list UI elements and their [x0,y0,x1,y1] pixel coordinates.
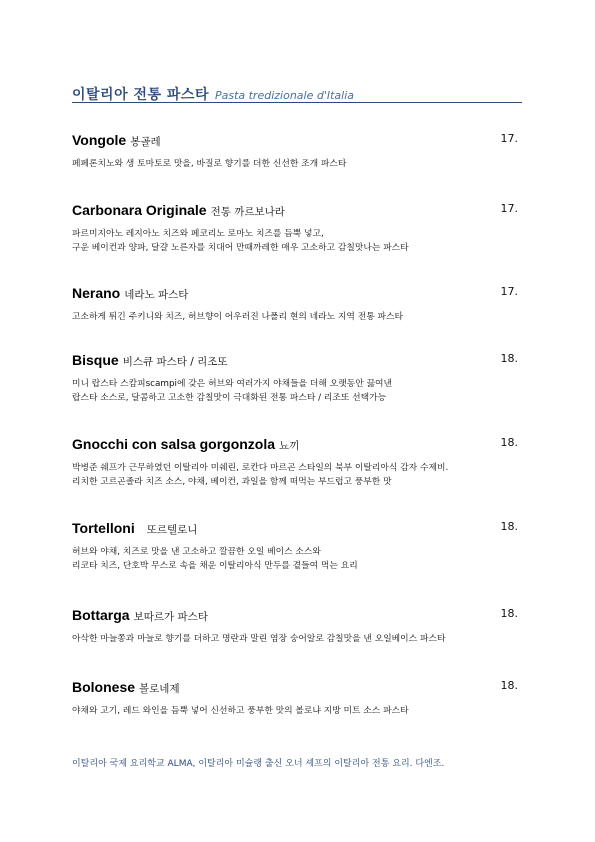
dish-description [72,632,520,646]
menu-item-vongole [72,130,520,171]
dish-price: 18. [500,679,518,692]
menu-item-bisque [72,350,520,405]
dish-name: Vongole [72,132,127,148]
menu-item-gnocchi [72,434,520,489]
description-line: 아삭한 마늘쫑과 마늘로 향기를 더하고 명란과 말린 염장 숭어알로 감칠맛을 낸 오일베이스 파스타 [72,634,446,644]
description-line: 야채와 고기, 레드 와인을 듬뿍 넣어 신선하고 풍부한 맛의 볼로냐 지방 미트 소스 파스타 [72,706,409,716]
dish-korean-name: 보따르가 파스타 [133,611,208,623]
section-title-italian: Pasta tredizionale d'Italia [214,89,355,102]
dish-name: Bottarga [72,607,130,623]
menu-item-nerano [72,283,520,324]
dish-korean-name: 전통 까르보나라 [210,206,285,218]
description-line: 구운 베이컨과 양파, 달걀 노른자를 치대어 만때까레한 매우 고소하고 감칠맛나는 파스타 [72,243,409,253]
description-line: 고소하게 튀긴 주키니와 치즈, 허브향이 어우러진 나폴리 현의 네라노 지역 전통 파스타 [72,312,403,322]
description-line: 리치한 고르곤졸라 치즈 소스, 야채, 베이컨, 과일을 함께 떠먹는 부드럽고 풍부한 맛 [72,477,392,487]
menu-item-tortelloni [72,518,520,573]
description-line: 리코타 치즈, 단호박 무스로 속을 채운 이탈리아식 만두를 곁들여 먹는 요리 [72,561,358,571]
dish-name: Bolonese [72,679,136,695]
dish-description [72,310,520,324]
dish-name: Carbonara Originale [72,202,207,218]
dish-description [72,157,520,171]
dish-korean-name: 또르텔로니 [146,524,198,536]
dish-korean-name: 비스큐 파스타 / 리조또 [122,356,228,368]
dish-description [72,377,520,405]
dish-price: 18. [500,352,518,365]
section-title-korean: 이탈리아 전통 파스타 [72,87,209,103]
dish-price: 18. [500,436,518,449]
description-line: 랍스타 소스로, 달콤하고 고소한 감칠맛이 극대화된 전통 파스타 / 리조또 선택가능 [72,393,387,403]
dish-name: Bisque [72,352,119,368]
footer-note: 이탈리아 국제 요리학교 ALMA, 이탈리아 미슐랭 출신 오너 셰프의 이탈리아 전통 요리. 다엔조. [72,759,445,769]
dish-name: Gnocchi con salsa gorgonzola [72,436,276,452]
description-line: 페페론치노와 생 토마토로 맛을, 바질로 향기를 더한 신선한 조개 파스타 [72,159,347,169]
menu-item-bottarga [72,605,520,646]
dish-description [72,227,520,255]
menu-item-carbonara [72,200,520,255]
dish-korean-name: 네라노 파스타 [124,289,189,301]
menu-item-bolonese [72,677,520,718]
dish-name: Tortelloni [72,520,135,536]
dish-price: 17. [500,202,518,215]
dish-price: 17. [500,285,518,298]
dish-name: Nerano [72,285,121,301]
dish-description [72,545,520,573]
section-header [72,84,522,103]
dish-korean-name: 뇨끼 [279,440,300,452]
description-line: 허브와 야채, 치즈로 맛을 낸 고소하고 깔끔한 오일 베이스 소스와 [72,547,321,557]
description-line: 미니 랍스타 스캄피scampi에 갖은 허브와 여러가지 야채들을 더해 오랫동안 끓여낸 [72,379,393,389]
dish-price: 18. [500,520,518,533]
dish-description [72,704,520,718]
dish-price: 18. [500,607,518,620]
dish-price: 17. [500,132,518,145]
description-line: 박병준 쉐프가 근무하였던 이탈리아 미쉐린, 로칸다 마르곤 스타일의 북부 이탈리아식 감자 수제비. [72,463,449,473]
dish-korean-name: 봉골레 [130,136,161,148]
dish-korean-name: 볼로네제 [139,683,180,695]
description-line: 파르미지아노 레지아노 치즈와 페코리노 로마노 치즈를 듬뿍 넣고, [72,229,324,239]
dish-description [72,461,520,489]
